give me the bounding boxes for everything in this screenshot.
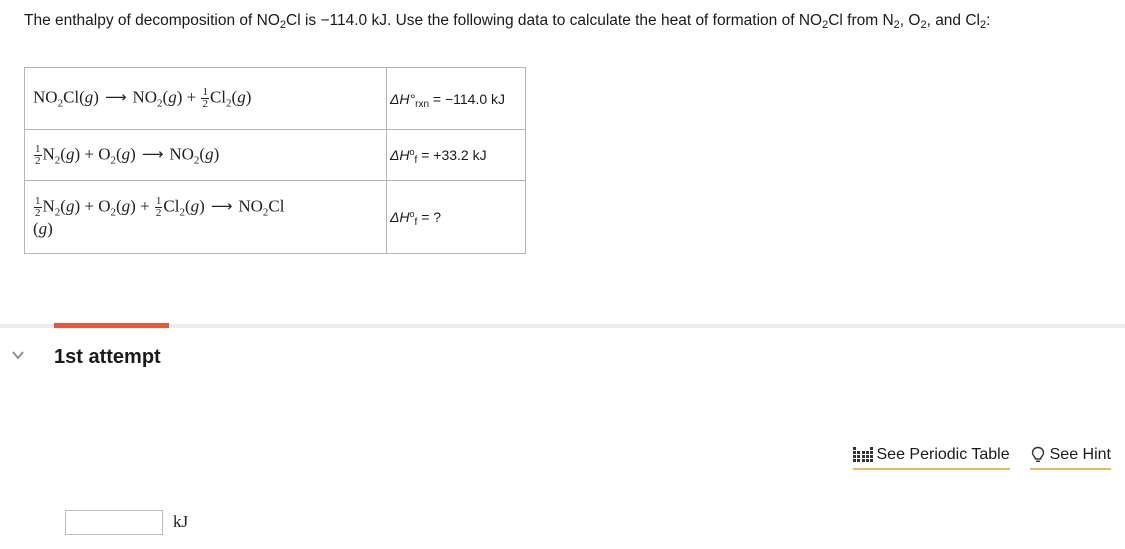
hint-label: See Hint xyxy=(1049,446,1111,463)
reaction-row xyxy=(25,181,526,254)
question-text: The enthalpy of decomposition of $NO_2Cl$ is −114.0 kJ. Use the following data to calculate the heat of formation of $NO_2Cl$ from $N_2$, $O_2$, and $Cl_2$: xyxy=(24,12,991,31)
answer-unit: kJ xyxy=(173,512,189,531)
attempt-title: 1st attempt xyxy=(54,346,161,368)
enthalpy-value: $\Delta H^o_f$ = ? xyxy=(387,181,526,254)
periodic-table-label: See Periodic Table xyxy=(876,446,1010,463)
lightbulb-icon xyxy=(1030,446,1046,464)
answer-input[interactable] xyxy=(65,510,163,535)
periodic-table-icon xyxy=(853,447,873,463)
see-hint-link[interactable] xyxy=(1030,446,1111,470)
see-periodic-table-link[interactable] xyxy=(853,446,1010,470)
tool-links xyxy=(853,446,1112,470)
reaction-equation: $\frac{1}{2}$ $N_2(g) + O_2(g)$ + $\frac{1}{2}$ $Cl_2(g)$ ⟶ $NO_2Cl$ (g) xyxy=(25,181,387,254)
chevron-down-icon[interactable] xyxy=(11,348,25,362)
reaction-equation: $\frac{1}{2}$ $N_2(g) + O_2(g)$ ⟶ $NO_2(g)$ xyxy=(25,130,387,181)
attempt-progress-bar xyxy=(54,323,169,328)
enthalpy-value: $\Delta H^o_f = +33.2$ kJ xyxy=(387,130,526,181)
reaction-row xyxy=(25,130,526,181)
reaction-equation: $NO_2Cl(g)$ ⟶ $NO_2(g)$ + $\frac{1}{2}$ $Cl_2(g)$ xyxy=(25,68,387,130)
enthalpy-value: $\Delta H^\circ_{rxn} = -114.0$ kJ xyxy=(387,68,526,130)
reaction-data-table xyxy=(24,67,526,254)
reaction-row xyxy=(25,68,526,130)
